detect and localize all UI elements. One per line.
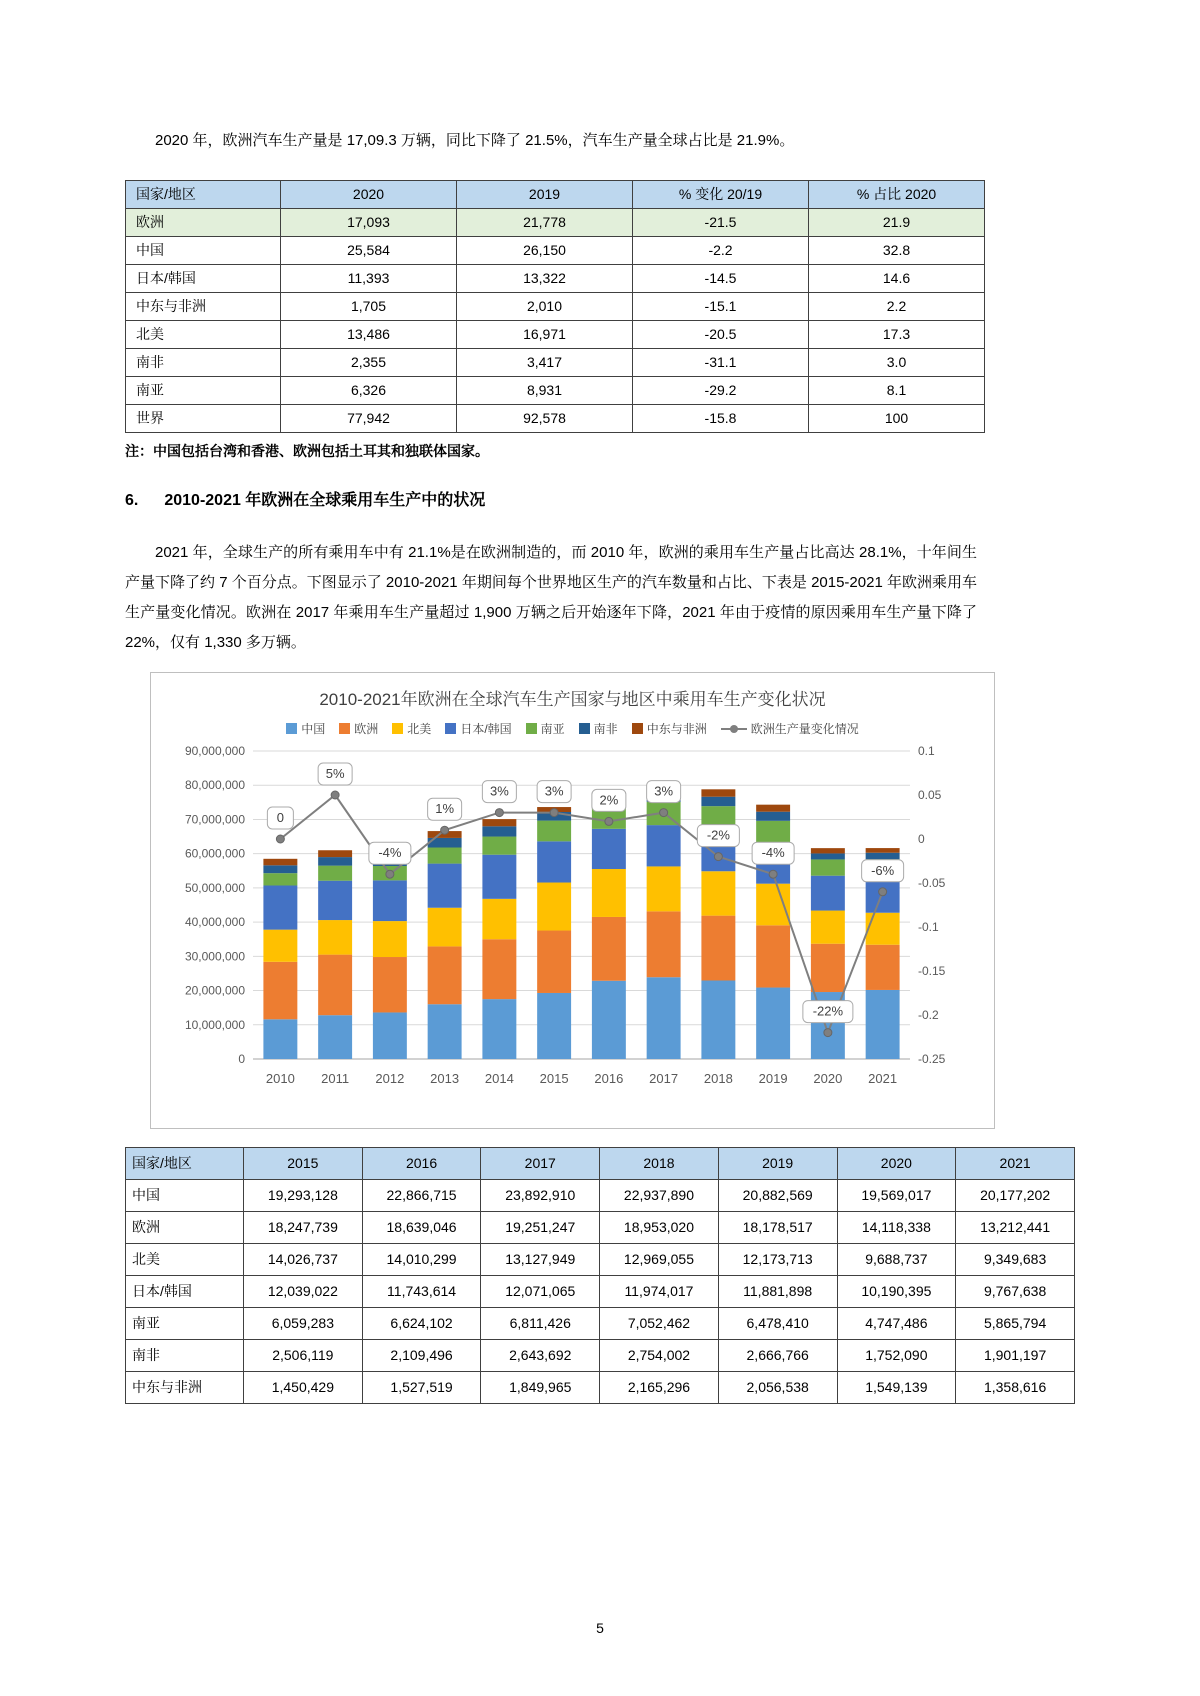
section-paragraph: 2021 年，全球生产的所有乘用车中有 21.1%是在欧洲制造的，而 2010 年，欧洲的乘用车生产量占比高达 28.1%，十年间生产量下降了约 7 个百分点。下图显示了 2010-2021 年期间每个世界地区生产的汽车数量和占比、下表是 2015-2021 年欧洲乘用车生产量变化情况。欧洲在 2017 年乘用车生产量超过 1,900 万辆之后开始逐年下降，2021 年由于疫情的原因乘用车生产量下降了 22%，仅有 1,330 多万辆。	[125, 544, 977, 651]
cell-value: 13,212,441	[956, 1212, 1075, 1244]
row-label: 北美	[126, 1244, 244, 1276]
bar-segment	[537, 993, 571, 1059]
bar-segment	[318, 857, 352, 866]
right-axis-tick: -0.05	[918, 876, 946, 890]
cell-value: 18,639,046	[362, 1212, 481, 1244]
cell-value: 13,127,949	[481, 1244, 600, 1276]
bar-segment	[318, 955, 352, 1016]
cell-value: 20,177,202	[956, 1180, 1075, 1212]
cell-value: 18,247,739	[244, 1212, 363, 1244]
bar-segment	[811, 848, 845, 853]
cell-value: 1,901,197	[956, 1340, 1075, 1372]
row-label: 南非	[126, 1340, 244, 1372]
legend-label: 欧洲	[354, 722, 379, 736]
bar-segment	[756, 925, 790, 987]
cell-value: 1,358,616	[956, 1372, 1075, 1404]
data-label: 3%	[489, 783, 509, 799]
left-axis-tick: 70,000,000	[184, 812, 245, 827]
row-label: 中东与非洲	[126, 293, 281, 321]
bar-segment	[866, 853, 900, 860]
cell-value: 6,059,283	[244, 1308, 363, 1340]
cell-value: 1,705	[281, 293, 457, 321]
production-by-year-table	[125, 1147, 1075, 1404]
table-row	[126, 265, 985, 293]
x-axis-tick: 2013	[430, 1071, 460, 1086]
cell-value: 14,026,737	[244, 1244, 363, 1276]
bar-segment	[866, 848, 900, 853]
legend-swatch	[392, 723, 403, 734]
cell-value: 20,882,569	[718, 1180, 837, 1212]
bar-segment	[811, 853, 845, 859]
cell-value: 1,549,139	[837, 1372, 956, 1404]
legend-item	[632, 720, 707, 737]
left-axis-tick: 10,000,000	[184, 1017, 245, 1032]
cell-value: 2,109,496	[362, 1340, 481, 1372]
data-label: -2%	[706, 827, 730, 843]
cell-value: -31.1	[633, 349, 809, 377]
change-rate-line	[280, 795, 882, 1033]
column-header: 2019	[718, 1148, 837, 1180]
cell-value: 92,578	[457, 405, 633, 433]
cell-value: 4,747,486	[837, 1308, 956, 1340]
bar-segment	[866, 913, 900, 945]
bar-segment	[811, 944, 845, 992]
data-label: 1%	[435, 801, 455, 817]
legend-label: 日本/韩国	[460, 722, 512, 736]
bar-segment	[756, 988, 790, 1059]
row-label: 日本/韩国	[126, 265, 281, 293]
left-axis-tick: 90,000,000	[184, 744, 245, 758]
chart-title: 2010-2021年欧洲在全球汽车生产国家与地区中乘用车生产变化状况	[319, 690, 826, 709]
table-row	[126, 1340, 1075, 1372]
bar-segment	[811, 911, 845, 944]
cell-value: 8.1	[809, 377, 985, 405]
legend-label: 中国	[301, 722, 326, 736]
bar-segment	[647, 825, 681, 866]
cell-value: 23,892,910	[481, 1180, 600, 1212]
row-label: 南亚	[126, 1308, 244, 1340]
line-marker	[276, 835, 284, 843]
line-marker	[441, 826, 449, 834]
x-axis-tick: 2014	[484, 1071, 514, 1086]
line-marker	[605, 817, 613, 825]
column-header: 国家/地区	[126, 181, 281, 209]
bar-segment	[428, 864, 462, 908]
row-label: 北美	[126, 321, 281, 349]
data-label: -4%	[378, 845, 402, 861]
cell-value: 18,953,020	[600, 1212, 719, 1244]
production-chart	[151, 737, 994, 1115]
bar-segment	[756, 805, 790, 812]
x-axis-tick: 2012	[375, 1071, 405, 1086]
line-legend-marker	[730, 725, 738, 733]
column-header: 2017	[481, 1148, 600, 1180]
header-row	[126, 1148, 1075, 1180]
bar-segment	[482, 837, 516, 855]
bar-segment	[701, 797, 735, 806]
legend-item	[579, 720, 618, 737]
table-row	[126, 1244, 1075, 1276]
cell-value: 22,937,890	[600, 1180, 719, 1212]
cell-value: 14.6	[809, 265, 985, 293]
legend-item	[392, 720, 431, 737]
column-header: 2021	[956, 1148, 1075, 1180]
cell-value: 17,093	[281, 209, 457, 237]
cell-value: 6,624,102	[362, 1308, 481, 1340]
cell-value: 21,778	[457, 209, 633, 237]
right-axis-tick: -0.1	[918, 920, 939, 934]
row-label: 欧洲	[126, 1212, 244, 1244]
row-label: 欧洲	[126, 209, 281, 237]
left-axis-tick: 30,000,000	[184, 949, 245, 964]
line-marker	[660, 809, 668, 817]
line-legend-swatch	[721, 728, 747, 730]
column-header: 国家/地区	[126, 1148, 244, 1180]
row-label: 世界	[126, 405, 281, 433]
data-label: -22%	[812, 1003, 844, 1019]
table-row	[126, 209, 985, 237]
page-number: 5	[596, 1620, 604, 1636]
production-summary-table	[125, 180, 985, 433]
cell-value: 6,478,410	[718, 1308, 837, 1340]
bar-segment	[428, 1004, 462, 1059]
legend-swatch	[632, 723, 643, 734]
bar-segment	[428, 848, 462, 864]
legend-item	[445, 720, 511, 737]
legend-label: 南非	[593, 722, 618, 736]
x-axis-tick: 2017	[649, 1071, 679, 1086]
column-header: % 变化 20/19	[633, 181, 809, 209]
cell-value: 17.3	[809, 321, 985, 349]
bar-segment	[592, 917, 626, 981]
cell-value: 3,417	[457, 349, 633, 377]
bar-segment	[701, 789, 735, 796]
x-axis-tick: 2020	[813, 1071, 843, 1086]
legend-label: 欧洲生产量变化情况	[750, 722, 859, 736]
cell-value: -2.2	[633, 237, 809, 265]
cell-value: 100	[809, 405, 985, 433]
bar-segment	[428, 946, 462, 1004]
row-label: 日本/韩国	[126, 1276, 244, 1308]
bar-segment	[318, 850, 352, 857]
cell-value: 1,527,519	[362, 1372, 481, 1404]
bar-segment	[428, 908, 462, 947]
x-axis-tick: 2018	[703, 1071, 733, 1086]
cell-value: 12,039,022	[244, 1276, 363, 1308]
bar-segment	[811, 859, 845, 875]
legend-item	[526, 720, 565, 737]
cell-value: -21.5	[633, 209, 809, 237]
right-axis-tick: 0	[918, 832, 925, 846]
bar-segment	[647, 977, 681, 1059]
cell-value: 10,190,395	[837, 1276, 956, 1308]
cell-value: 9,349,683	[956, 1244, 1075, 1276]
cell-value: 2,010	[457, 293, 633, 321]
data-label: -6%	[871, 862, 895, 878]
chart-legend	[151, 720, 994, 737]
legend-swatch	[579, 723, 590, 734]
bar-segment	[811, 876, 845, 911]
bar-segment	[482, 939, 516, 999]
intro-paragraph: 2020 年，欧洲汽车生产量是 17,09.3 万辆，同比下降了 21.5%，汽车生产量全球占比是 21.9%。	[155, 132, 795, 149]
bar-segment	[373, 880, 407, 921]
line-marker	[495, 809, 503, 817]
legend-item	[339, 720, 378, 737]
column-header: % 占比 2020	[809, 181, 985, 209]
left-axis-tick: 60,000,000	[184, 846, 245, 861]
table-row	[126, 293, 985, 321]
column-header: 2016	[362, 1148, 481, 1180]
line-marker	[879, 888, 887, 896]
cell-value: 77,942	[281, 405, 457, 433]
bar-segment	[756, 884, 790, 926]
data-label: 0	[276, 810, 284, 825]
left-axis-tick: 0	[238, 1052, 245, 1066]
bar-segment	[482, 819, 516, 826]
cell-value: 14,010,299	[362, 1244, 481, 1276]
right-axis-tick: 0.1	[918, 744, 935, 758]
row-label: 中国	[126, 237, 281, 265]
cell-value: 2,056,538	[718, 1372, 837, 1404]
data-label: -4%	[761, 845, 785, 861]
bar-segment	[866, 945, 900, 990]
x-axis-tick: 2021	[868, 1071, 898, 1086]
bar-segment	[318, 866, 352, 881]
cell-value: 19,569,017	[837, 1180, 956, 1212]
legend-item	[286, 720, 325, 737]
table-row	[126, 1372, 1075, 1404]
cell-value: 9,767,638	[956, 1276, 1075, 1308]
legend-swatch	[526, 723, 537, 734]
cell-value: 2,165,296	[600, 1372, 719, 1404]
cell-value: 11,743,614	[362, 1276, 481, 1308]
line-marker	[331, 791, 339, 799]
line-marker	[386, 870, 394, 878]
table-row	[126, 405, 985, 433]
bar-segment	[756, 821, 790, 843]
cell-value: 1,849,965	[481, 1372, 600, 1404]
cell-value: 14,118,338	[837, 1212, 956, 1244]
cell-value: 11,393	[281, 265, 457, 293]
cell-value: 2,754,002	[600, 1340, 719, 1372]
cell-value: 22,866,715	[362, 1180, 481, 1212]
cell-value: 12,969,055	[600, 1244, 719, 1276]
line-marker	[550, 809, 558, 817]
cell-value: -14.5	[633, 265, 809, 293]
x-axis-tick: 2010	[265, 1071, 295, 1086]
right-axis-tick: -0.25	[918, 1052, 946, 1066]
cell-value: 2,643,692	[481, 1340, 600, 1372]
cell-value: 1,450,429	[244, 1372, 363, 1404]
cell-value: 16,971	[457, 321, 633, 349]
bar-segment	[701, 981, 735, 1059]
bar-segment	[318, 1015, 352, 1059]
bar-segment	[537, 931, 571, 993]
bar-segment	[373, 957, 407, 1012]
x-axis-tick: 2015	[539, 1071, 569, 1086]
cell-value: 2,666,766	[718, 1340, 837, 1372]
x-axis-tick: 2011	[321, 1071, 350, 1086]
row-label: 中国	[126, 1180, 244, 1212]
cell-value: 13,486	[281, 321, 457, 349]
bar-segment	[263, 885, 297, 929]
legend-swatch	[445, 723, 456, 734]
left-axis-tick: 20,000,000	[184, 983, 245, 998]
legend-label: 南亚	[540, 722, 565, 736]
bar-segment	[373, 921, 407, 957]
cell-value: 7,052,462	[600, 1308, 719, 1340]
cell-value: 2.2	[809, 293, 985, 321]
table-row	[126, 1276, 1075, 1308]
cell-value: 11,974,017	[600, 1276, 719, 1308]
bar-segment	[592, 981, 626, 1059]
bar-segment	[263, 962, 297, 1019]
bar-segment	[647, 911, 681, 977]
chart-container	[150, 672, 995, 1129]
bar-segment	[482, 855, 516, 899]
bar-segment	[592, 829, 626, 869]
cell-value: 25,584	[281, 237, 457, 265]
bar-segment	[537, 883, 571, 931]
bar-segment	[537, 841, 571, 882]
cell-value: 19,293,128	[244, 1180, 363, 1212]
bar-segment	[866, 990, 900, 1059]
legend-label: 北美	[407, 722, 432, 736]
right-axis-tick: -0.15	[918, 964, 946, 978]
cell-value: 26,150	[457, 237, 633, 265]
cell-value: 6,326	[281, 377, 457, 405]
cell-value: 13,322	[457, 265, 633, 293]
bar-segment	[263, 1019, 297, 1059]
header-row	[126, 181, 985, 209]
column-header: 2020	[837, 1148, 956, 1180]
cell-value: -15.8	[633, 405, 809, 433]
column-header: 2018	[600, 1148, 719, 1180]
row-label: 中东与非洲	[126, 1372, 244, 1404]
bar-segment	[263, 859, 297, 866]
cell-value: 21.9	[809, 209, 985, 237]
legend-swatch	[339, 723, 350, 734]
column-header: 2015	[244, 1148, 363, 1180]
cell-value: -20.5	[633, 321, 809, 349]
data-label: 3%	[654, 783, 674, 799]
cell-value: 12,173,713	[718, 1244, 837, 1276]
cell-value: 32.8	[809, 237, 985, 265]
cell-value: 6,811,426	[481, 1308, 600, 1340]
cell-value: 19,251,247	[481, 1212, 600, 1244]
left-axis-tick: 50,000,000	[184, 880, 245, 895]
bar-segment	[373, 1012, 407, 1059]
legend-swatch	[286, 723, 297, 734]
cell-value: 1,752,090	[837, 1340, 956, 1372]
bar-segment	[647, 866, 681, 911]
x-axis-tick: 2019	[758, 1071, 788, 1086]
bar-segment	[537, 821, 571, 842]
legend-label: 中东与非洲	[646, 722, 707, 736]
table-row	[126, 1308, 1075, 1340]
cell-value: 5,865,794	[956, 1308, 1075, 1340]
x-axis-tick: 2016	[594, 1071, 624, 1086]
legend-item-line	[721, 720, 859, 737]
table-row	[126, 321, 985, 349]
row-label: 南非	[126, 349, 281, 377]
bar-segment	[263, 930, 297, 962]
cell-value: 2,355	[281, 349, 457, 377]
cell-value: -15.1	[633, 293, 809, 321]
bar-segment	[756, 812, 790, 821]
section-heading	[125, 487, 1077, 510]
bar-segment	[701, 871, 735, 915]
cell-value: 2,506,119	[244, 1340, 363, 1372]
table-row	[126, 349, 985, 377]
cell-value: 18,178,517	[718, 1212, 837, 1244]
section-number: 6.	[125, 492, 139, 509]
table-row	[126, 377, 985, 405]
bar-segment	[701, 916, 735, 981]
cell-value: 11,881,898	[718, 1276, 837, 1308]
right-axis-tick: 0.05	[918, 788, 942, 802]
left-axis-tick: 40,000,000	[184, 915, 245, 930]
table-row	[126, 1212, 1075, 1244]
line-marker	[769, 870, 777, 878]
cell-value: 9,688,737	[837, 1244, 956, 1276]
row-label: 南亚	[126, 377, 281, 405]
bar-segment	[482, 999, 516, 1059]
column-header: 2019	[457, 181, 633, 209]
cell-value: 3.0	[809, 349, 985, 377]
bar-segment	[263, 865, 297, 873]
line-marker	[824, 1029, 832, 1037]
bar-segment	[482, 826, 516, 836]
bar-segment	[482, 899, 516, 939]
column-header: 2020	[281, 181, 457, 209]
left-axis-tick: 80,000,000	[184, 778, 245, 793]
cell-value: 8,931	[457, 377, 633, 405]
data-label: 3%	[544, 783, 564, 799]
right-axis-tick: -0.2	[918, 1008, 939, 1022]
table-note: 注：中国包括台湾和香港、欧洲包括土耳其和独联体国家。	[125, 443, 489, 459]
table-row	[126, 1180, 1075, 1212]
bar-segment	[318, 881, 352, 920]
bar-segment	[318, 920, 352, 955]
table-row	[126, 237, 985, 265]
data-label: 5%	[325, 766, 345, 781]
section-title: 2010-2021 年欧洲在全球乘用车生产中的状况	[164, 492, 486, 509]
data-label: 2%	[599, 792, 619, 808]
bar-segment	[592, 869, 626, 917]
line-marker	[714, 853, 722, 861]
bar-segment	[263, 873, 297, 885]
cell-value: 12,071,065	[481, 1276, 600, 1308]
cell-value: -29.2	[633, 377, 809, 405]
